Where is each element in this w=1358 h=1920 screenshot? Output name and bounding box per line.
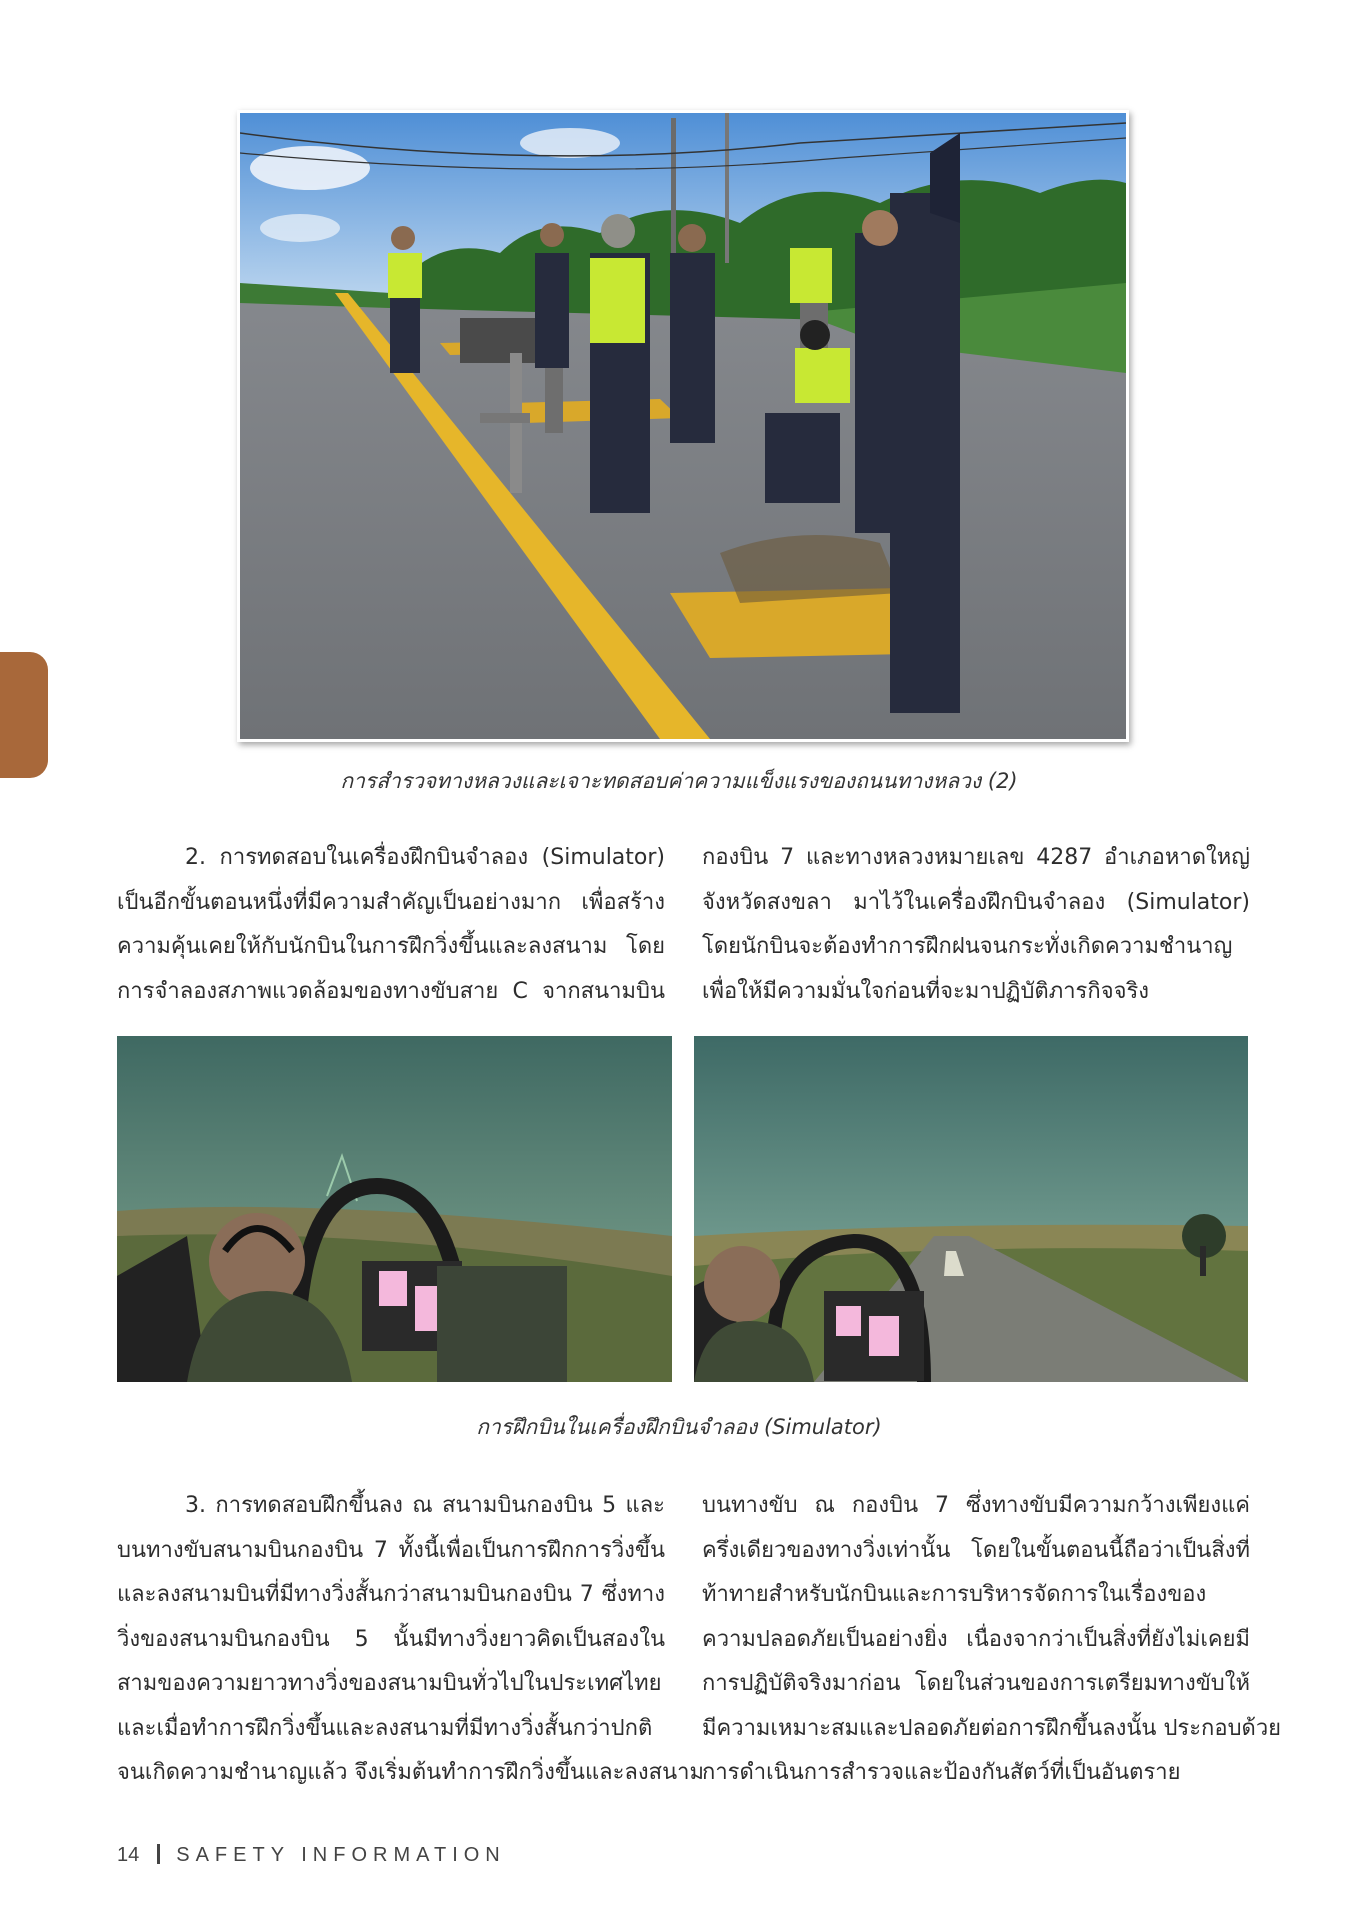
text-line: ความคุ้นเคยให้กับนักบินในการฝึกวิ่งขึ้นและลงสนาม โดย [117, 934, 665, 959]
side-color-tab [0, 652, 48, 778]
section3-right-column [702, 1484, 1282, 1796]
section2-left-column [117, 836, 665, 1014]
text-line: ท้าทายสำหรับนักบินและการบริหารจัดการในเรื่องของ [702, 1582, 1207, 1607]
text-line: 3. การทดสอบฝึกขึ้นลง ณ สนามบินกองบิน 5 และ [185, 1493, 665, 1518]
section2-right-column [702, 836, 1250, 1014]
footer-divider [157, 1844, 160, 1864]
text-line: จังหวัดสงขลา มาไว้ในเครื่องฝึกบินจำลอง (Simulator) [702, 889, 1250, 915]
text-line: บนทางขับ ณ กองบิน 7 ซึ่งทางขับมีความกว้างเพียงแค่ [702, 1493, 1250, 1518]
text-line: จนเกิดความชำนาญแล้ว จึงเริ่มต้นทำการฝึกวิ่งขึ้นและลงสนาม [117, 1760, 704, 1785]
simulator-photo-left [117, 1036, 672, 1382]
page-footer [117, 1844, 506, 1867]
text-line: และเมื่อทำการฝึกวิ่งขึ้นและลงสนามที่มีทางวิ่งสั้นกว่าปกติ [117, 1715, 653, 1741]
photo1-caption: การสำรวจทางหลวงและเจาะทดสอบค่าความแข็งแรงของถนนทางหลวง (2) [340, 769, 1018, 793]
text-line: โดยนักบินจะต้องทำการฝึกฝนจนกระทั่งเกิดความชำนาญ [702, 934, 1233, 959]
text-line: วิ่งของสนามบินกองบิน 5 นั้นมีทางวิ่งยาวคิดเป็นสองใน [117, 1626, 665, 1652]
text-line: การดำเนินการสำรวจและป้องกันสัตว์ที่เป็นอันตราย [702, 1760, 1181, 1785]
text-line: การจำลองสภาพแวดล้อมของทางขับสาย C จากสนามบิน [117, 978, 665, 1004]
text-line: มีความเหมาะสมและปลอดภัยต่อการฝึกขึ้นลงนั้น ประกอบด้วย [702, 1715, 1282, 1741]
text-line: เพื่อให้มีความมั่นใจก่อนที่จะมาปฏิบัติภารกิจจริง [702, 978, 1150, 1004]
simulator-photo-right [694, 1036, 1248, 1382]
text-line: ครึ่งเดียวของทางวิ่งเท่านั้น โดยในขั้นตอนนี้ถือว่าเป็นสิ่งที่ [702, 1537, 1250, 1563]
road-survey-photo [240, 113, 1126, 739]
section3-left-column [117, 1484, 704, 1796]
text-line: บนทางขับสนามบินกองบิน 7 ทั้งนี้เพื่อเป็นการฝึกการวิ่งขึ้น [117, 1537, 665, 1563]
text-line: และลงสนามบินที่มีทางวิ่งสั้นกว่าสนามบินกองบิน 7 ซึ่งทาง [117, 1582, 665, 1607]
simulator-caption: การฝึกบินในเครื่องฝึกบินจำลอง (Simulator) [476, 1415, 882, 1439]
text-line: 2. การทดสอบในเครื่องฝึกบินจำลอง (Simulator) [185, 845, 665, 870]
text-line: กองบิน 7 และทางหลวงหมายเลข 4287 อำเภอหาดใหญ่ [702, 845, 1250, 870]
text-line: เป็นอีกขั้นตอนหนึ่งที่มีความสำคัญเป็นอย่างมาก เพื่อสร้าง [117, 889, 665, 915]
page-number: 14 [117, 1844, 140, 1866]
magazine-name: SAFETY INFORMATION [176, 1844, 506, 1866]
text-line: การปฏิบัติจริงมาก่อน โดยในส่วนของการเตรียมทางขับให้ [702, 1671, 1250, 1696]
text-line: ความปลอดภัยเป็นอย่างยิ่ง เนื่องจากว่าเป็นสิ่งที่ยังไม่เคยมี [702, 1626, 1250, 1652]
text-line: สามของความยาวทางวิ่งของสนามบินทั่วไปในประเทศไทย [117, 1671, 662, 1696]
